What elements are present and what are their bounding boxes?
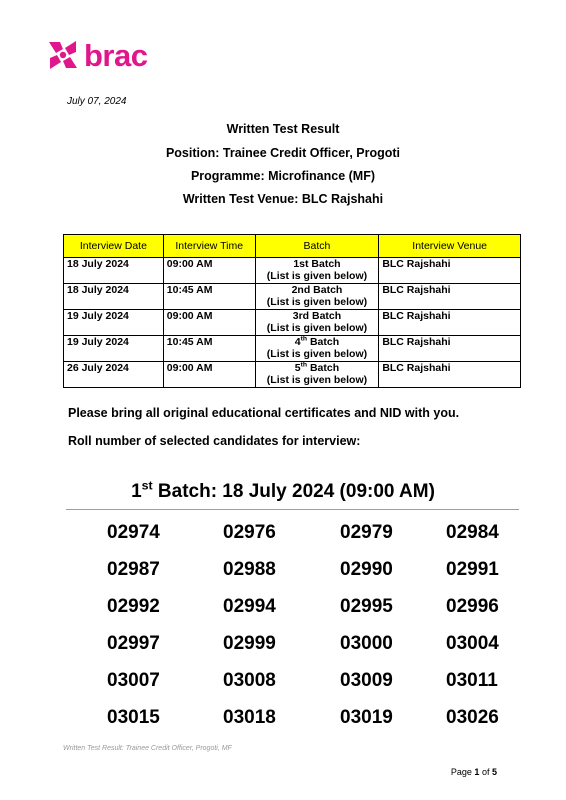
- brac-logo-mark-icon: [46, 38, 80, 72]
- roll-number: 02976: [223, 522, 276, 543]
- batch-suffix: st: [299, 258, 309, 270]
- batch-number: 5: [294, 362, 301, 374]
- cell-time: 09:00 AM: [163, 310, 255, 336]
- cell-time: 09:00 AM: [163, 258, 255, 284]
- roll-number: 02999: [223, 633, 276, 654]
- batch-number: 2: [291, 284, 298, 296]
- roll-number: 02995: [340, 596, 393, 617]
- batch-title-text: Batch: 18 July 2024 (09:00 AM): [152, 481, 435, 502]
- table-row: [64, 310, 521, 336]
- batch-word: Batch: [311, 258, 341, 270]
- table-row: [64, 284, 521, 310]
- batch-suffix: nd: [297, 284, 311, 296]
- cell-date: 19 July 2024: [64, 310, 164, 336]
- document-date: July 07, 2024: [67, 96, 127, 107]
- roll-number: 03000: [340, 633, 393, 654]
- cell-date: 26 July 2024: [64, 362, 164, 388]
- column-header: Batch: [255, 235, 379, 258]
- title-position: Position: Trainee Credit Officer, Progoti: [165, 146, 401, 160]
- table-header-row: [64, 235, 521, 258]
- cell-venue: BLC Rajshahi: [379, 362, 521, 388]
- cell-venue: BLC Rajshahi: [379, 284, 521, 310]
- roll-number: 03015: [107, 707, 160, 728]
- cell-time: 10:45 AM: [163, 336, 255, 362]
- batch-title-divider: [66, 509, 519, 510]
- roll-number: 03008: [223, 670, 276, 691]
- batch-label: [259, 336, 376, 348]
- column-header: Interview Time: [163, 235, 255, 258]
- roll-number: 02994: [223, 596, 276, 617]
- page-total: 5: [491, 767, 497, 777]
- roll-number: 03019: [340, 707, 393, 728]
- batch-number: 4: [294, 336, 301, 348]
- batch-word: Batch: [312, 310, 342, 322]
- cell-venue: BLC Rajshahi: [379, 310, 521, 336]
- roll-number: 02990: [340, 559, 393, 580]
- cell-venue: BLC Rajshahi: [379, 336, 521, 362]
- title-written-test-result: Written Test Result: [226, 122, 340, 136]
- roll-number: 03004: [446, 633, 499, 654]
- roll-number: 02984: [446, 522, 499, 543]
- roll-number-grid: [0, 522, 566, 742]
- brac-wordmark: brac: [84, 37, 148, 73]
- batch-label: [259, 258, 376, 270]
- table-row: [64, 362, 521, 388]
- batch-note: (List is given below): [266, 374, 368, 386]
- batch-suffix: th: [300, 361, 308, 369]
- batch-label: [259, 284, 376, 296]
- cell-batch: [255, 258, 379, 284]
- cell-date: 18 July 2024: [64, 284, 164, 310]
- batch-label: [259, 362, 376, 374]
- batch-title-number: 1: [131, 481, 142, 502]
- roll-number: 03007: [107, 670, 160, 691]
- batch-note: (List is given below): [266, 322, 368, 334]
- cell-time: 10:45 AM: [163, 284, 255, 310]
- page-word: Page: [450, 767, 472, 777]
- roll-number: 03009: [340, 670, 393, 691]
- column-header: Interview Venue: [379, 235, 521, 258]
- cell-date: 19 July 2024: [64, 336, 164, 362]
- cell-batch: [255, 336, 379, 362]
- cell-date: 18 July 2024: [64, 258, 164, 284]
- page-of: of: [481, 767, 490, 777]
- cell-time: 09:00 AM: [163, 362, 255, 388]
- batch-note: (List is given below): [266, 348, 368, 360]
- page-current: 1: [474, 767, 480, 777]
- batch-number: 1: [293, 258, 300, 270]
- documents-note: Please bring all original educational certificates and NID with you.: [68, 406, 460, 420]
- roll-number: 02987: [107, 559, 160, 580]
- roll-number: 03026: [446, 707, 499, 728]
- roll-list-intro: Roll number of selected candidates for interview:: [68, 434, 361, 448]
- footer-document-title: Written Test Result: Trainee Credit Officer, Progoti, MF: [63, 745, 232, 752]
- column-header: Interview Date: [64, 235, 164, 258]
- batch-title-suffix: st: [141, 478, 153, 493]
- batch-word: Batch: [309, 362, 340, 374]
- cell-venue: BLC Rajshahi: [379, 258, 521, 284]
- batch-word: Batch: [313, 284, 343, 296]
- batch-title: [0, 478, 566, 503]
- batch-suffix: rd: [298, 310, 310, 322]
- title-programme: Programme: Microfinance (MF): [190, 169, 376, 183]
- roll-number: 02988: [223, 559, 276, 580]
- batch-suffix: th: [300, 335, 308, 343]
- roll-number: 03011: [446, 670, 498, 691]
- roll-number: 02992: [107, 596, 160, 617]
- batch-number: 3: [292, 310, 299, 322]
- roll-number: 02979: [340, 522, 393, 543]
- batch-note: (List is given below): [266, 270, 368, 282]
- interview-schedule-table: [63, 234, 521, 388]
- batch-word: Batch: [309, 336, 340, 348]
- cell-batch: [255, 284, 379, 310]
- roll-number: 02997: [107, 633, 160, 654]
- cell-batch: [255, 362, 379, 388]
- page-number: [451, 767, 497, 777]
- roll-number: 02991: [446, 559, 499, 580]
- table-row: [64, 258, 521, 284]
- roll-number: 02996: [446, 596, 499, 617]
- batch-label: [259, 310, 376, 322]
- cell-batch: [255, 310, 379, 336]
- table-row: [64, 336, 521, 362]
- roll-number: 02974: [107, 522, 160, 543]
- brac-logo: [46, 36, 147, 74]
- roll-number: 03018: [223, 707, 276, 728]
- title-venue: Written Test Venue: BLC Rajshahi: [182, 192, 384, 206]
- batch-note: (List is given below): [266, 296, 368, 308]
